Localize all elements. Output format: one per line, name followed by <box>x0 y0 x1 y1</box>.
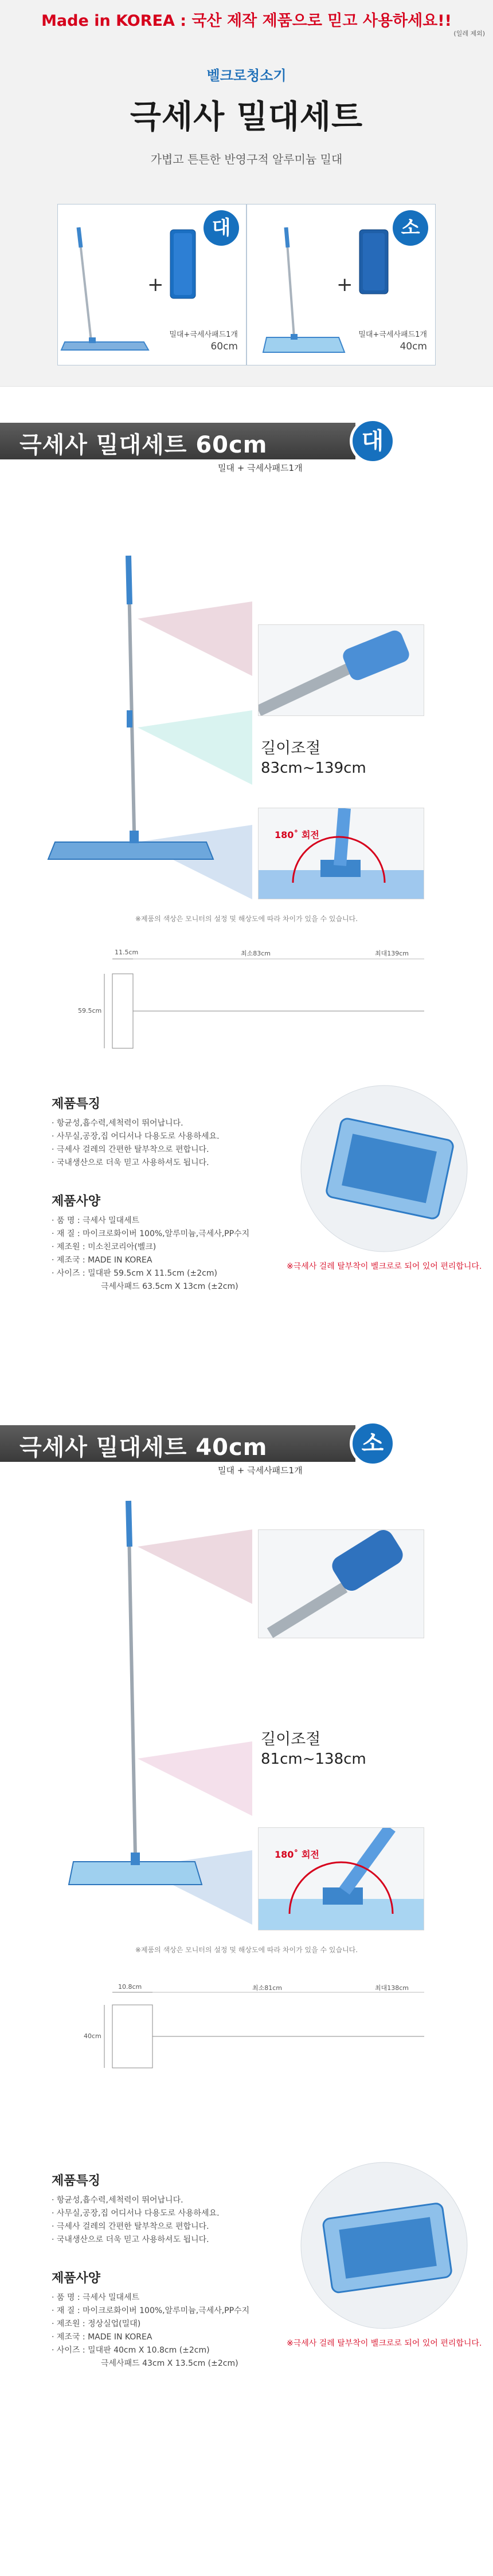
length-label <box>261 739 366 778</box>
hero-subtitle: 벨크로청소기 <box>206 68 287 84</box>
velcro-note: ※극세사 걸레 탈부착이 벨크로로 되어 있어 편리합니다. <box>287 1262 482 1271</box>
max-length-label: 최대138cm <box>375 1984 409 1992</box>
spec-item: · 제조원 : 미소친코리아(벨크) <box>52 1242 156 1252</box>
plus-sign: + <box>147 273 164 296</box>
hero-banner <box>0 0 493 387</box>
velcro-closeup <box>298 1083 470 1254</box>
rotation-label: 180˚ 회전 <box>275 1849 319 1860</box>
length-label <box>261 1730 366 1769</box>
origin-note: (일레 제외) <box>453 30 485 37</box>
badge-large: 대 <box>204 210 239 246</box>
grip-closeup <box>259 1530 424 1638</box>
spec-item: · 재 질 : 마이크로화이버 100%,알루미늄,극세사,PP수지 <box>52 2306 250 2315</box>
section-title: 극세사 밀대세트 40cm <box>19 1434 268 1461</box>
specs-list <box>52 2291 249 2370</box>
spec-item: · 제조국 : MADE IN KOREA <box>52 2333 152 2342</box>
features-list <box>52 2194 220 2247</box>
grip-photo <box>258 1529 424 1638</box>
section-header-40cm <box>0 1398 493 1484</box>
features-title: 제품특징 <box>52 2174 101 2188</box>
origin-banner <box>0 8 493 30</box>
rotation-closeup <box>259 1828 424 1930</box>
feature-item: · 항균성,흡수력,세척력이 뛰어납니다. <box>52 2196 183 2205</box>
spec-item: · 재 질 : 마이크로화이버 100%,알루미늄,극세사,PP수지 <box>52 1229 250 1238</box>
specs-title: 제품사양 <box>52 2271 101 2286</box>
section-header-60cm <box>0 395 493 481</box>
features-list <box>52 1117 220 1170</box>
pad-length-label: 59.5cm <box>78 1007 102 1014</box>
spec-item: 극세사패드 63.5cm X 13cm (±2cm) <box>101 1282 238 1291</box>
feature-item: · 극세사 걸레의 간편한 탈부착으로 편합니다. <box>52 1145 209 1154</box>
feature-item: · 국내생산으로 더욱 믿고 사용하셔도 됩니다. <box>52 1158 209 1167</box>
spec-item: · 품 명 : 극세사 밀대세트 <box>52 1216 140 1225</box>
length-title: 길이조절 <box>261 1731 321 1748</box>
spec-item: · 제조국 : MADE IN KOREA <box>52 1256 152 1265</box>
pad-width-label: 11.5cm <box>115 949 139 956</box>
features-title: 제품특징 <box>52 1097 101 1111</box>
section-badge: 대 <box>350 418 396 464</box>
origin-message: : 국산 제작 제품으로 믿고 사용하세요!! <box>174 12 452 30</box>
grip-closeup <box>259 625 424 716</box>
spec-item: · 품 명 : 극세사 밀대세트 <box>52 2293 140 2302</box>
product-card-small <box>246 204 436 365</box>
feature-item: · 항균성,흡수력,세척력이 뛰어납니다. <box>52 1119 183 1128</box>
section-subtitle: 밀대 + 극세사패드1개 <box>218 463 303 473</box>
package-info <box>358 329 427 352</box>
feature-item: · 극세사 걸레의 간편한 탈부착으로 편합니다. <box>52 2222 209 2231</box>
dimension-diagram <box>0 945 493 1060</box>
section-subtitle: 밀대 + 극세사패드1개 <box>218 1465 303 1476</box>
product-card-large <box>57 204 246 365</box>
color-disclaimer: ※제품의 색상은 모니터의 설정 및 해상도에 따라 차이가 있을 수 있습니다. <box>135 915 358 923</box>
color-disclaimer: ※제품의 색상은 모니터의 설정 및 해상도에 따라 차이가 있을 수 있습니다. <box>135 1946 358 1954</box>
badge-small: 소 <box>393 210 428 246</box>
package-info <box>169 329 238 352</box>
spec-item: 극세사패드 43cm X 13.5cm (±2cm) <box>101 2359 238 2368</box>
velcro-closeup <box>298 2160 470 2331</box>
pad-length-label: 40cm <box>84 2032 101 2040</box>
spec-item: · 제조원 : 정상실업(밀대) <box>52 2319 141 2329</box>
rotation-photo <box>258 1827 424 1930</box>
min-length-label: 최소81cm <box>252 1984 283 1992</box>
section-body-60cm <box>0 487 493 1392</box>
min-length-label: 최소83cm <box>241 950 271 957</box>
section-title: 극세사 밀대세트 60cm <box>19 432 268 458</box>
max-length-label: 최대139cm <box>375 950 409 957</box>
feature-item: · 사무실,공장,집 어디서나 다용도로 사용하세요. <box>52 2209 220 2218</box>
length-title: 길이조절 <box>261 740 321 757</box>
hero-title: 극세사 밀대세트 <box>130 99 363 136</box>
specs-list <box>52 1214 249 1293</box>
package-contents: 밀대+극세사패드1개 <box>169 331 238 339</box>
rotation-label: 180˚ 회전 <box>275 829 319 840</box>
hero-description: 가볍고 튼튼한 반영구적 알루미늄 밀대 <box>150 152 343 166</box>
rotation-photo <box>258 808 424 899</box>
package-size: 60cm <box>210 341 238 352</box>
package-size: 40cm <box>400 341 427 352</box>
spec-item: · 사이즈 : 밀대판 40cm X 10.8cm (±2cm) <box>52 2346 210 2355</box>
grip-photo <box>258 624 424 716</box>
origin-brand: Made in KOREA <box>41 12 175 30</box>
pad-width-label: 10.8cm <box>118 1983 142 1991</box>
rotation-closeup <box>259 808 424 899</box>
velcro-note: ※극세사 걸레 탈부착이 벨크로로 되어 있어 편리합니다. <box>287 2339 482 2348</box>
section-badge: 소 <box>350 1421 396 1466</box>
feature-item: · 국내생산으로 더욱 믿고 사용하셔도 됩니다. <box>52 2235 209 2244</box>
specs-title: 제품사양 <box>52 1194 101 1209</box>
length-range: 83cm~139cm <box>261 760 366 777</box>
plus-sign: + <box>337 273 353 296</box>
length-range: 81cm~138cm <box>261 1751 366 1768</box>
package-contents: 밀대+극세사패드1개 <box>358 331 427 339</box>
dimension-diagram <box>0 1982 493 2108</box>
spec-item: · 사이즈 : 밀대판 59.5cm X 11.5cm (±2cm) <box>52 1269 217 1278</box>
section-body-40cm <box>0 1489 493 2566</box>
feature-item: · 사무실,공장,집 어디서나 다용도로 사용하세요. <box>52 1132 220 1141</box>
